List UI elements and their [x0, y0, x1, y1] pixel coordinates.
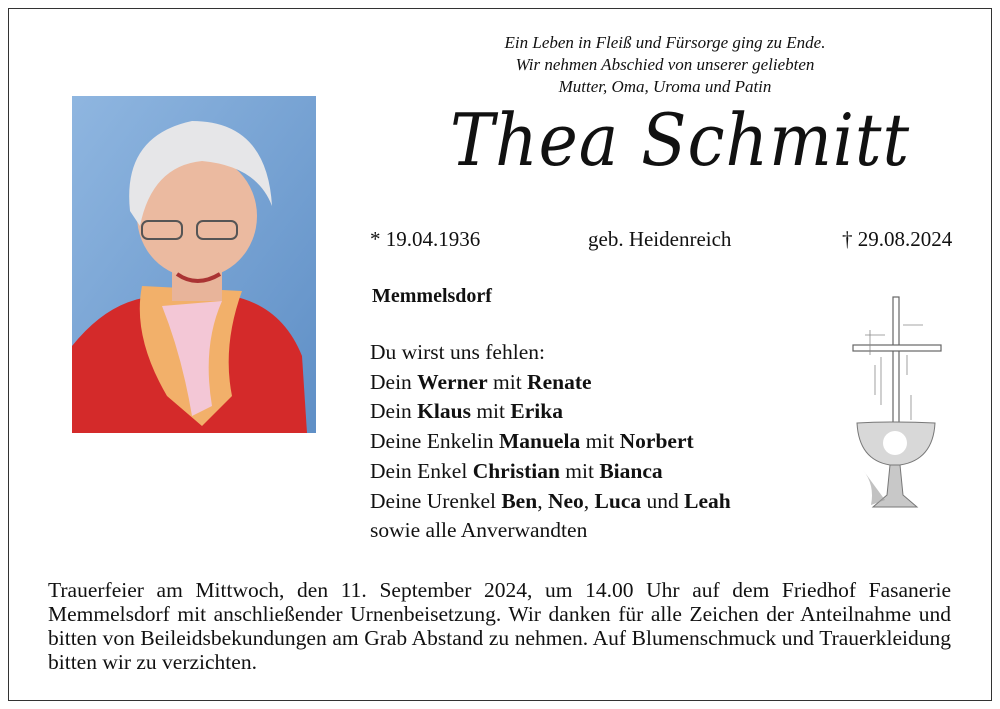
death-date: † 29.08.2024 [842, 227, 953, 251]
text: mit [487, 369, 528, 394]
mourner-name: Klaus [417, 399, 471, 424]
text: Deine Urenkel [370, 488, 502, 513]
birth-date: * 19.04.1936 [370, 227, 481, 251]
mourner-name: Manuela [498, 429, 581, 454]
text: , [583, 488, 595, 513]
text: Dein Enkel [370, 458, 473, 483]
mourners-list [370, 338, 731, 546]
mourner-name: Renate [527, 369, 592, 394]
mourner-name: Erika [510, 399, 563, 424]
text: mit [470, 399, 511, 424]
intro-text [420, 32, 910, 98]
mourner-line [370, 457, 731, 487]
text: Dein [370, 399, 418, 424]
funeral-notice: Trauerfeier am Mittwoch, den 11. September 2024, um 14.00 Uhr auf dem Friedhof Fasanerie Memmelsdorf mit anschließender Urnenbeisetzung. Wir danken für alle Zeichen der Anteilnahme und bitten von Beileidsbekundungen am Grab Abstand zu nehmen. Auf Blumenschmuck und Trauerkleidung bitten wir zu verzichten. [48, 578, 951, 674]
mourner-name: Norbert [619, 429, 694, 454]
text: , [537, 488, 548, 513]
deceased-name: Thea Schmitt [449, 98, 910, 182]
mourner-name: Christian [472, 458, 560, 483]
mourner-name: Werner [417, 369, 488, 394]
text: mit [559, 458, 600, 483]
maiden-name: geb. Heidenreich [588, 227, 732, 251]
mourner-line: Du wirst uns fehlen: [370, 340, 545, 364]
mourner-name: Bianca [599, 458, 663, 483]
cross-chalice-icon [845, 295, 945, 515]
place: Memmelsdorf [372, 285, 492, 307]
intro-line: Wir nehmen Abschied von unserer geliebten [515, 55, 815, 74]
portrait-photo [72, 96, 316, 433]
intro-line: Ein Leben in Fleiß und Fürsorge ging zu Ende. [504, 33, 826, 52]
mourner-name: Luca [594, 488, 642, 513]
mourner-line [370, 487, 731, 517]
mourner-line [370, 368, 731, 398]
mourner-name: Ben [501, 488, 538, 513]
mourner-name: Neo [547, 488, 584, 513]
text: Deine Enkelin [370, 429, 499, 454]
mourner-line [370, 397, 731, 427]
mourner-line [370, 427, 731, 457]
text: Dein [370, 369, 418, 394]
mourner-name: Leah [684, 488, 731, 513]
text: mit [580, 429, 620, 454]
mourner-line: sowie alle Anverwandten [370, 518, 588, 543]
text: und [641, 488, 685, 513]
intro-line: Mutter, Oma, Uroma und Patin [558, 77, 772, 96]
